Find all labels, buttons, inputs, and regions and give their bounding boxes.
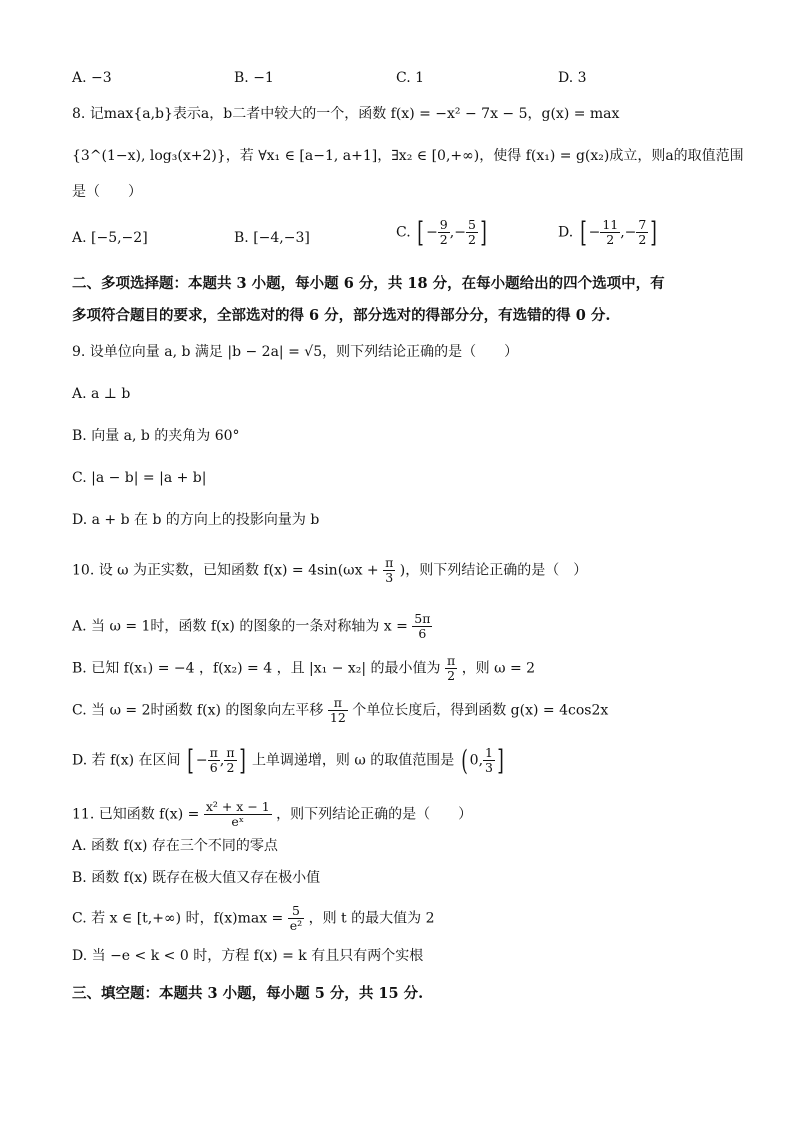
q10-c-frac-den: 12 <box>329 710 346 725</box>
q11-stem-frac-num: x² + x − 1 <box>205 799 270 814</box>
q7-option-d: D. 3 <box>558 70 587 86</box>
q8-option-c: C. [ − $\frac{9}{2}$ ,− $\frac{5}{2}$ ] <box>396 215 487 249</box>
q10-d-range-den: 3 <box>485 760 493 775</box>
q8-c-frac1-num: 9 <box>439 217 448 232</box>
q7-option-b: B. −1 <box>234 70 274 86</box>
q8-c-frac2-num: 5 <box>467 217 476 232</box>
q8-c-frac2-den: 2 <box>467 232 476 247</box>
q10-option-b <box>72 654 535 683</box>
q10-d-int2-den: 2 <box>226 760 235 775</box>
q10-c-frac-num: π <box>328 696 348 711</box>
q10-stem-frac-den: 3 <box>385 570 394 585</box>
q10-a-pre: A. 当 ω = 1时，函数 f(x) 的图象的一条对称轴为 x = <box>72 618 408 635</box>
q10-d-int1-num: π <box>209 745 218 760</box>
q11-c-frac-den: e² <box>289 918 303 933</box>
q10-c-pre: C. 当 ω = 2时函数 f(x) 的图象向左平移 <box>72 702 324 719</box>
q8-option-a: A. [−5,−2] <box>72 230 148 246</box>
q10-stem <box>72 556 587 585</box>
q9-option-a: A. a ⊥ b <box>72 386 131 402</box>
q11-option-b: B. 函数 f(x) 既存在极大值又存在极小值 <box>72 870 321 886</box>
q7-option-c: C. 1 <box>396 70 425 86</box>
q8-d-frac1-num: 11 <box>602 217 619 232</box>
q9-option-d: D. a + b 在 b 的方向上的投影向量为 b <box>72 512 320 528</box>
q11-stem-post: ，则下列结论正确的是（ ） <box>276 806 473 823</box>
q8-d-frac2-den: 2 <box>638 232 647 247</box>
q10-stem-pre: 10. 设 ω 为正实数，已知函数 f(x) = 4sin(ωx + <box>72 562 379 579</box>
q11-stem <box>72 800 472 829</box>
section3-heading: 三、填空题：本题共 3 小题，每小题 5 分，共 15 分. <box>72 985 424 1002</box>
q11-option-a: A. 函数 f(x) 存在三个不同的零点 <box>72 838 278 854</box>
q10-a-frac-den: 6 <box>418 626 427 641</box>
q8-d-frac2-num: 7 <box>638 217 647 232</box>
q11-stem-pre: 11. 已知函数 f(x) = <box>72 806 200 823</box>
section2-heading-line1: 二、多项选择题：本题共 3 小题，每小题 6 分，共 18 分，在每小题给出的四个选项中，有 <box>72 275 665 292</box>
q11-option-d: D. 当 −e < k < 0 时，方程 f(x) = k 有且只有两个实根 <box>72 948 424 964</box>
q10-d-int2-num: π <box>226 745 235 760</box>
q9-option-b: B. 向量 a, b 的夹角为 60° <box>72 428 240 444</box>
q10-b-frac-den: 2 <box>447 668 456 683</box>
q8-stem-line3: 是（ ） <box>72 184 142 200</box>
q8-option-c-label: C. <box>396 224 411 241</box>
q10-option-c <box>72 696 608 725</box>
q11-stem-frac-den: eˣ <box>231 814 245 829</box>
q8-stem-line2: {3^(1−x), log₃(x+2)}，若 ∀x₁ ∈ [a−1, a+1]，∃x₂ ∈ [0,+∞)，使得 f(x₁) = g(x₂)成立，则a的取值范围 <box>72 148 744 164</box>
q10-d-pre: D. 若 f(x) 在区间 <box>72 752 181 769</box>
q8-c-frac1-den: 2 <box>439 232 448 247</box>
q10-stem-frac-num: π <box>385 555 394 570</box>
q11-option-c <box>72 904 434 933</box>
q10-option-a <box>72 612 432 641</box>
q10-d-int1-den: 6 <box>209 760 218 775</box>
q10-c-post: 个单位长度后，得到函数 g(x) = 4cos2x <box>352 702 609 719</box>
q10-b-pre: B. 已知 f(x₁) = −4 ，f(x₂) = 4 ，且 |x₁ − x₂| 的最小值为 <box>72 660 441 677</box>
q10-b-post: ，则 ω = 2 <box>461 660 536 677</box>
q10-a-frac-num: 5π <box>414 611 431 626</box>
q10-d-range-num: 1 <box>485 745 493 760</box>
q8-stem-line1: 8. 记max{a,b}表示a，b二者中较大的一个，函数 f(x) = −x² − 7x − 5，g(x) = max <box>72 106 620 122</box>
q9-option-c: C. |a − b| = |a + b| <box>72 470 207 486</box>
q8-option-b: B. [−4,−3] <box>234 230 310 246</box>
q9-stem: 9. 设单位向量 a, b 满足 |b − 2a| = √5，则下列结论正确的是（ ） <box>72 344 519 360</box>
q8-option-d: D. [ − $\frac{11}{2}$ ,− $\frac{7}{2}$ ] <box>558 215 658 249</box>
q11-c-post: ，则 t 的最大值为 2 <box>308 910 435 927</box>
q10-stem-post: )，则下列结论正确的是（ ） <box>399 562 588 579</box>
q10-option-d: D. 若 f(x) 在区间 [ − $\frac{\pi}{6}$ , $\frac{\pi}{2}$ ] 上单调递增，则 ω 的取值范围是 ( 0, $\frac{1}{3}$ ] <box>72 743 504 777</box>
q10-d-mid: 上单调递增，则 ω 的取值范围是 <box>251 752 455 769</box>
q8-d-frac1-den: 2 <box>606 232 615 247</box>
q8-option-d-label: D. <box>558 224 574 241</box>
q10-b-frac-num: π <box>447 653 456 668</box>
section2-heading-line2: 多项符合题目的要求，全部选对的得 6 分，部分选对的得部分分，有选错的得 0 分. <box>72 307 611 324</box>
q7-option-a: A. −3 <box>72 70 112 86</box>
q11-c-frac-num: 5 <box>288 904 304 919</box>
q11-c-pre: C. 若 x ∈ [t,+∞) 时，f(x)max = <box>72 910 284 927</box>
